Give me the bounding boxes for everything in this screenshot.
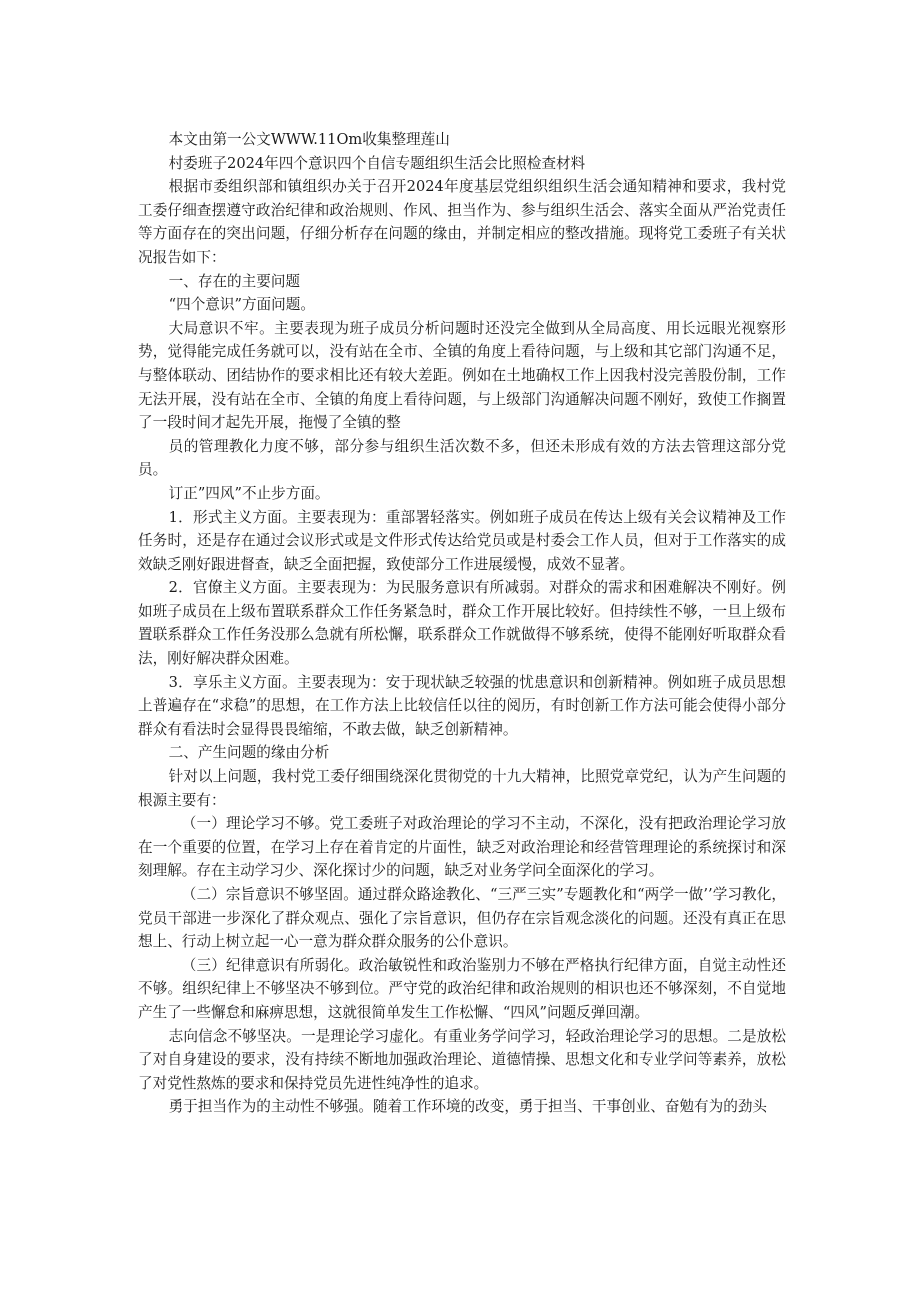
paragraph-big-picture: 大局意识不牢。主要表现为班子成员分析问题时还没完全做到从全局高度、用长远眼光视察形势，觉得能完成任务就可以，没有站在全市、全镇的角度上看待问题，与上级和其它部门沟通不足，与整体联动、团结协作的要求相比还有较大差距。例如在土地确权工作上因我村没完善股份制，工作无法开展，没有站在全市、全镇的角度上看待问题，与上级部门沟通解决问题不刚好，致使工作搁置了一段时间才起先开展，拖慢了全镇的整 <box>138 319 786 432</box>
paragraph-member-management: 员的管理教化力度不够，部分参与组织生活次数不多，但还未形成有效的方法去管理这部分党员。 <box>138 437 786 479</box>
document-title: 村委班子2024年四个意识四个自信专题组织生活会比照检查材料 <box>168 154 586 172</box>
paragraph-causes-intro: 针对以上问题，我村党工委仔细围绕深化贯彻党的十九大精神，比照党章党纪，认为产生问题的根源主要有： <box>138 768 786 809</box>
paragraph-discipline-awareness: （三）纪律意识有所弱化。政治敏锐性和政治鉴别力不够在严格执行纪律方面，自觉主动性还不够。组织纪律上不够坚决不够到位。严守党的政治纪律和政治规则的相识也还不够深刻，不自觉地产生了一些懈怠和麻痹思想，这就很简单发生工作松懈、“四风”问题反弹回潮。 <box>138 956 786 1021</box>
paragraph-taking-responsibility: 勇于担当作为的主动性不够强。随着工作环境的改变，勇于担当、干事创业、奋勉有为的劲头 <box>168 1098 768 1116</box>
document-body <box>138 128 786 1119</box>
section-heading-problems: 一、存在的主要问题 <box>168 272 301 290</box>
paragraph-purpose-awareness: （二）宗旨意识不够坚固。通过群众路途教化、“三严三实”专题教化和“两学一做’’学习教化，党员干部进一步深化了群众观点、强化了宗旨意识，但仍存在宗旨观念淡化的问题。还没有真正在思想上、行动上树立起一心一意为群众群众服务的公仆意识。 <box>138 886 786 951</box>
paragraph-ideals-belief: 志向信念不够坚决。一是理论学习虚化。有重业务学问学习，轻政治理论学习的思想。二是放松了对自身建设的要求，没有持续不断地加强政治理论、道德情操、思想文化和专业学问等素养，放松了对党性熬炼的要求和保持党员先进性纯净性的追求。 <box>138 1027 786 1092</box>
paragraph-bureaucratism: 2．官僚主义方面。主要表现为：为民服务意识有所减弱。对群众的需求和困难解决不刚好。例如班子成员在上级布置联系群众工作任务紧急时，群众工作开展比较好。但持续性不够，一旦上级布置联系群众工作任务没那么急就有所松懈，联系群众工作就做得不够系统，使得不能刚好听取群众看法，刚好解决群众困难。 <box>138 579 786 668</box>
paragraph-formalism: 1．形式主义方面。主要表现为：重部署轻落实。例如班子成员在传达上级有关会议精神及工作任务时，还是存在通过会议形式或是文件形式传达给党员或是村委会工作人员，但对于工作落实的成效缺乏刚好跟进督查，缺乏全面把握，致使部分工作进展缓慢，成效不显著。 <box>138 508 786 573</box>
paragraph-theory-study: （一）理论学习不够。党工委班子对政治理论的学习不主动，不深化，没有把政治理论学习放在一个重要的位置，在学习上存在着肯定的片面性，缺乏对政治理论和经营管理理论的系统探讨和深刻理解。存在主动学习少、深化探讨少的问题，缺乏对业务学问全面深化的学习。 <box>138 815 786 880</box>
section-heading-causes: 二、产生问题的缘由分析 <box>168 744 330 762</box>
subheading-four-winds: 订正”四风”不止步方面。 <box>168 484 330 502</box>
subheading-four-awareness: “四个意识”方面问题。 <box>168 296 315 314</box>
source-line: 本文由第一公文WWW.11Om收集整理莲山 <box>168 131 450 148</box>
paragraph-hedonism: 3．享乐主义方面。主要表现为：安于现状缺乏较强的忧患意识和创新精神。例如班子成员思想上普遍存在“求稳”的思想，在工作方法上比较信任以往的阅历，有时创新工作方法可能会使得小部分群众有看法时会显得畏畏缩缩，不敢去做，缺乏创新精神。 <box>138 673 786 738</box>
intro-paragraph: 根据市委组织部和镇组织办关于召开2024年度基层党组织组织生活会通知精神和要求，我村党工委仔细查摆遵守政治纪律和政治规则、作风、担当作为、参与组织生活会、落实全面从严治党责任等方面存在的突出问题，仔细分析存在问题的缘由，并制定相应的整改措施。现将党工委班子有关状况报告如下： <box>138 178 786 266</box>
